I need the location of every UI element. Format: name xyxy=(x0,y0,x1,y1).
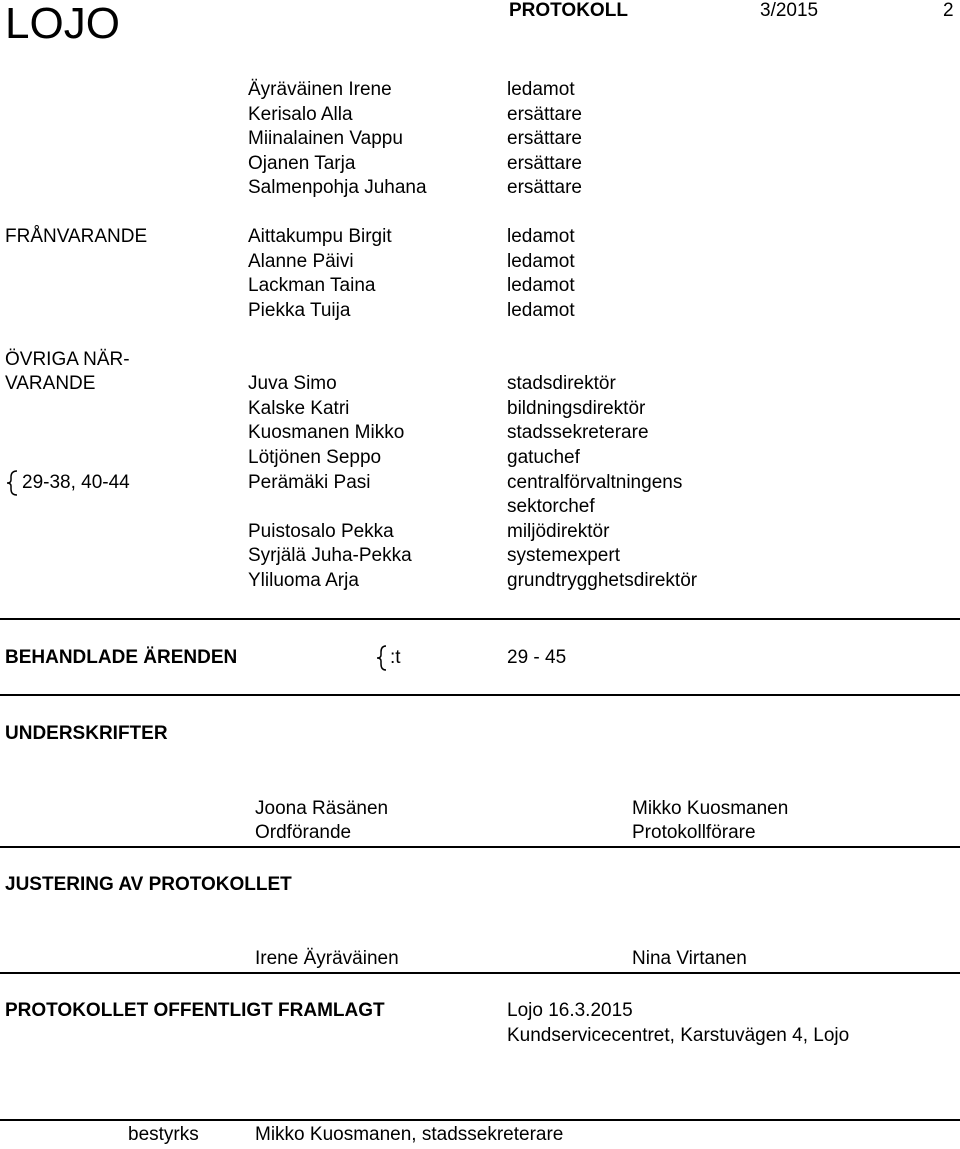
signatures-label: UNDERSKRIFTER xyxy=(5,723,168,744)
certification-label: bestyrks xyxy=(128,1124,199,1145)
brace-icon xyxy=(376,645,388,671)
member-role: ledamot xyxy=(507,79,575,100)
document-type: PROTOKOLL xyxy=(509,0,628,21)
member-role: stadssekreterare xyxy=(507,422,649,443)
member-name: Juva Simo xyxy=(248,373,337,394)
member-role: ersättare xyxy=(507,104,582,125)
member-role: ersättare xyxy=(507,153,582,174)
others-section-note: 29-38, 40-44 xyxy=(22,472,130,493)
member-role: miljödirektör xyxy=(507,521,610,542)
member-role: systemexpert xyxy=(507,545,620,566)
member-role: centralförvaltningens xyxy=(507,472,683,493)
publication-label: PROTOKOLLET OFFENTLIGT FRAMLAGT xyxy=(5,1000,385,1021)
chairman-name: Joona Räsänen xyxy=(255,798,389,819)
member-name: Puistosalo Pekka xyxy=(248,521,394,542)
member-name: Piekka Tuija xyxy=(248,300,351,321)
member-name: Syrjälä Juha-Pekka xyxy=(248,545,412,566)
member-role: ersättare xyxy=(507,128,582,149)
member-role: grundtrygghetsdirektör xyxy=(507,570,698,591)
member-name: Perämäki Pasi xyxy=(248,472,371,493)
member-role: ersättare xyxy=(507,177,582,198)
publication-place: Kundservicecentret, Karstuvägen 4, Lojo xyxy=(507,1025,850,1046)
divider xyxy=(0,694,960,696)
member-role: ledamot xyxy=(507,251,575,272)
divider xyxy=(0,846,960,848)
others-label-line1: ÖVRIGA NÄR- xyxy=(5,349,130,370)
divider xyxy=(0,972,960,974)
verifier-right-name: Nina Virtanen xyxy=(632,948,747,969)
member-role: bildningsdirektör xyxy=(507,398,646,419)
others-label-line2: VARANDE xyxy=(5,373,96,394)
publication-date: Lojo 16.3.2015 xyxy=(507,1000,633,1021)
member-name: Alanne Päivi xyxy=(248,251,354,272)
member-name: Salmenpohja Juhana xyxy=(248,177,427,198)
handled-suffix: :t xyxy=(390,647,401,668)
member-name: Kuosmanen Mikko xyxy=(248,422,405,443)
member-name: Lötjönen Seppo xyxy=(248,447,382,468)
member-role: ledamot xyxy=(507,226,575,247)
member-role: stadsdirektör xyxy=(507,373,616,394)
handled-range: 29 - 45 xyxy=(507,647,567,668)
member-name: Miinalainen Vappu xyxy=(248,128,403,149)
member-name: Kalske Katri xyxy=(248,398,350,419)
member-role: ledamot xyxy=(507,300,575,321)
member-name: Äyräväinen Irene xyxy=(248,79,392,100)
member-name: Aittakumpu Birgit xyxy=(248,226,392,247)
member-name: Lackman Taina xyxy=(248,275,376,296)
secretary-name: Mikko Kuosmanen xyxy=(632,798,789,819)
absent-label: FRÅNVARANDE xyxy=(5,226,148,247)
member-role: gatuchef xyxy=(507,447,580,468)
brace-icon xyxy=(5,470,19,496)
issue-number: 3/2015 xyxy=(760,0,819,21)
member-role: ledamot xyxy=(507,275,575,296)
handled-label: BEHANDLADE ÄRENDEN xyxy=(5,647,238,668)
member-name: Ojanen Tarja xyxy=(248,153,356,174)
verifier-left-name: Irene Äyräväinen xyxy=(255,948,399,969)
logo: LOJO xyxy=(5,0,120,48)
divider xyxy=(0,618,960,620)
verification-label: JUSTERING AV PROTOKOLLET xyxy=(5,874,292,895)
page-number: 2 xyxy=(943,0,954,21)
member-name: Kerisalo Alla xyxy=(248,104,353,125)
chairman-title: Ordförande xyxy=(255,822,352,843)
divider xyxy=(0,1119,960,1121)
secretary-title: Protokollförare xyxy=(632,822,756,843)
certification-text: Mikko Kuosmanen, stadssekreterare xyxy=(255,1124,564,1145)
member-name: Yliluoma Arja xyxy=(248,570,359,591)
member-role: sektorchef xyxy=(507,496,595,517)
